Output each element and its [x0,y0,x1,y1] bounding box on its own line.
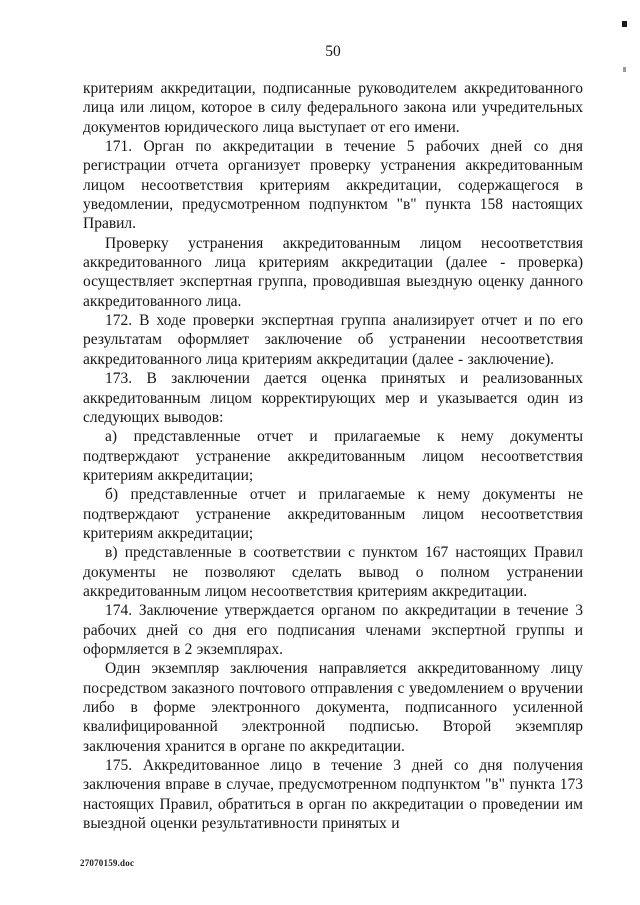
paragraph-6: а) представленные отчет и прилагаемые к нему документы подтверждают устранение аккредитованным лицом несоответствия критериям аккредитации; [83,428,583,484]
scan-artifact-dark [622,21,627,27]
paragraph-10: Один экземпляр заключения направляется аккредитованному лицу посредством заказного почтового отправления с уведомлением о вручении либо в форме электронного документа, подписанного усиленной квалифицированной электронной подписью. Второй экземпляр заключения хранится в органе по аккредитации. [83,660,583,755]
paragraph-2: 171. Орган по аккредитации в течение 5 рабочих дней со дня регистрации отчета организует проверку устранения аккредитованным лицом несоответствия критериям аккредитации, содержащегося в уведомлении, предусмотренном подпунктом "в" пункта 158 настоящих Правил. [83,138,583,233]
paragraph-8: в) представленные в соответствии с пунктом 167 настоящих Правил документы не позволяют сделать вывод о полном устранении аккредитованным лицом несоответствия критериям аккредитации. [83,544,583,600]
page-number: 50 [325,43,341,60]
paragraph-1: критериям аккредитации, подписанные руководителем аккредитованного лица или лицом, которое в силу федерального закона или учредительных документов юридического лица выступает от его имени. [83,80,583,136]
document-body [83,79,583,833]
paragraph-11: 175. Аккредитованное лицо в течение 3 дней со дня получения заключения вправе в случае, предусмотренном подпунктом "в" пункта 173 настоящих Правил, обратиться в орган по аккредитации о проведении им выездной оценки результативности принятых и [83,757,583,833]
footer-filename: 27070159.doc [80,858,135,868]
paragraph-5: 173. В заключении дается оценка принятых и реализованных аккредитованным лицом корректирующих мер и указывается один из следующих выводов: [83,370,583,426]
paragraph-4: 172. В ходе проверки экспертная группа анализирует отчет и по его результатам оформляет заключение об устранении несоответствия аккредитованного лица критериям аккредитации (далее - заключение). [83,312,583,368]
scan-artifact-light [623,67,626,72]
paragraph-9: 174. Заключение утверждается органом по аккредитации в течение 3 рабочих дней со дня его подписания членами экспертной группы и оформляется в 2 экземплярах. [83,602,583,658]
paragraph-3: Проверку устранения аккредитованным лицом несоответствия аккредитованного лица критериям аккредитации (далее - проверка) осуществляет экспертная группа, проводившая выездную оценку данного аккредитованного лица. [83,234,583,310]
paragraph-7: б) представленные отчет и прилагаемые к нему документы не подтверждают устранение аккредитованным лицом несоответствия критериям аккредитации; [83,486,583,542]
